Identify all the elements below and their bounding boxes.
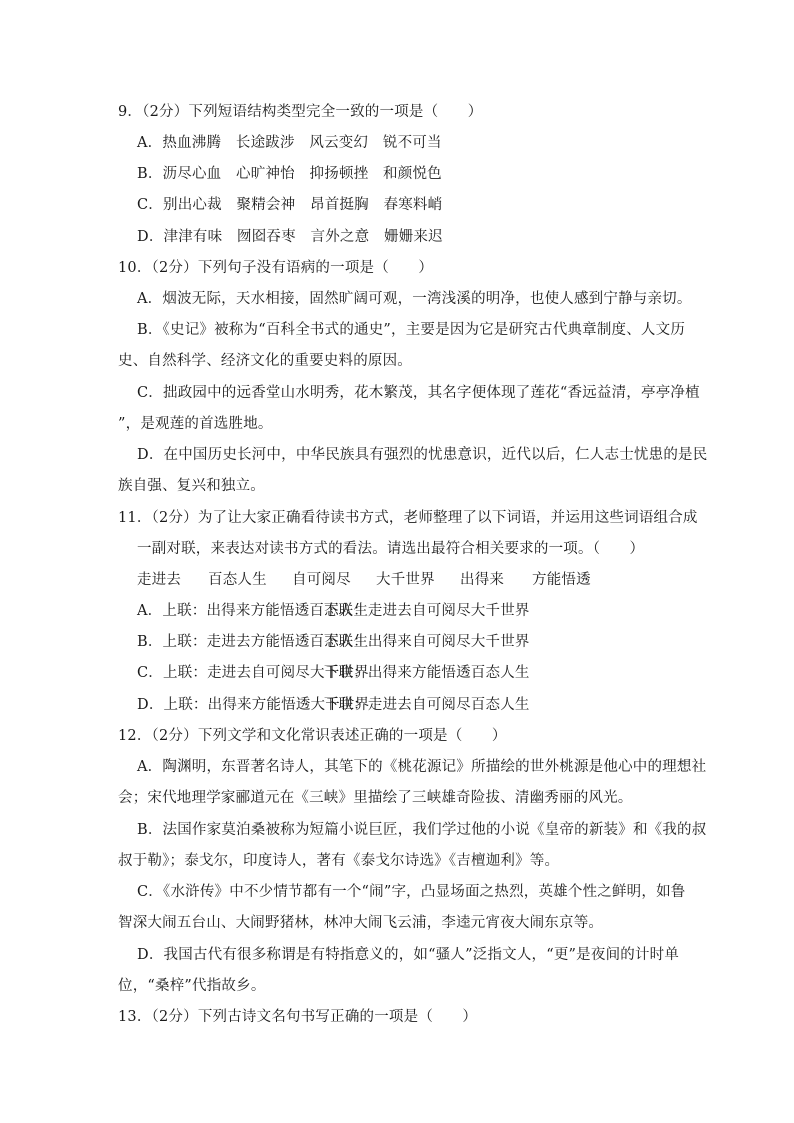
question-9-option-c: C．别出心裁 聚精会神 昂首挺胸 春寒料峭 — [137, 197, 443, 213]
question-10-option-d-line2: 族自强、复兴和独立。 — [118, 478, 265, 494]
question-11-option-d — [137, 695, 530, 715]
question-10-option-c-line1: C．拙政园中的远香堂山水明秀，花木繁茂，其名字便体现了莲花“香远益清，亭亭净植 — [137, 385, 700, 401]
upper-couplet: B．上联：走进去方能悟透百态人生 — [137, 634, 369, 650]
question-10-option-a: A．烟波无际，天水相接，固然旷阔可观，一湾浅溪的明净，也使人感到宁静与亲切。 — [137, 291, 692, 307]
question-12-option-a-line2: 会；宋代地理学家郦道元在《三峡》里描绘了三峡雄奇险拔、清幽秀丽的风光。 — [118, 790, 633, 806]
question-12-option-d-line2: 位，“桑梓”代指故乡。 — [118, 978, 266, 994]
question-11-word-list — [137, 570, 591, 590]
question-13-stem: 13．（2分）下列古诗文名句书写正确的一项是（ ） — [118, 1009, 478, 1025]
word-item: 方能悟透 — [532, 572, 591, 588]
question-11-option-a — [137, 601, 530, 621]
upper-couplet: A．上联：出得来方能悟透百态人生 — [137, 603, 369, 619]
question-12-option-b-line1: B．法国作家莫泊桑被称为短篇小说巨匠，我们学过他的小说《皇帝的新装》和《我的叔 — [137, 822, 707, 838]
question-9-stem: 9．（2分）下列短语结构类型完全一致的一项是（ ） — [118, 104, 483, 120]
question-12-option-c-line1: C．《水浒传》中不少情节都有一个“闹”字，凸显场面之热烈，英雄个性之鲜明，如鲁 — [137, 884, 686, 900]
question-12-option-a-line1: A．陶渊明，东晋著名诗人，其笔下的《桃花源记》所描绘的世外桃源是他心中的理想社 — [137, 759, 707, 775]
lower-couplet: 下联：走进去自可阅尽大千世界 — [323, 603, 530, 619]
question-9-option-a: A．热血沸腾 长途跋涉 风云变幻 锐不可当 — [137, 135, 442, 151]
upper-couplet: D．上联：出得来方能悟透大千世界 — [137, 697, 370, 713]
question-12-option-b-line2: 叔于勒》；泰戈尔，印度诗人，著有《泰戈尔诗选》《吉檀迦利》等。 — [118, 853, 560, 869]
question-10-option-c-line2: ”，是观莲的首选胜地。 — [118, 416, 273, 432]
question-12-option-c-line2: 智深大闹五台山、大闹野猪林，林冲大闹飞云浦，李逵元宵夜大闹东京等。 — [118, 915, 604, 931]
word-item: 百态人生 — [208, 572, 267, 588]
question-11-option-b — [137, 632, 530, 652]
question-9-option-d: D．津津有味 囫囵吞枣 言外之意 姗姗来迟 — [137, 229, 443, 245]
question-9-option-b: B．沥尽心血 心旷神怡 抑扬顿挫 和颜悦色 — [137, 166, 442, 182]
lower-couplet: 下联：出得来自可阅尽大千世界 — [323, 634, 530, 650]
question-10-option-b-line2: 史、自然科学、经济文化的重要史料的原因。 — [118, 353, 412, 369]
lower-couplet: 下联：出得来方能悟透百态人生 — [323, 665, 530, 681]
question-11-stem-line2: 一副对联，来表达对读书方式的看法。请选出最符合相关要求的一项。（ ） — [137, 541, 645, 557]
question-11-option-c — [137, 663, 530, 683]
question-10-option-d-line1: D．在中国历史长河中，中华民族具有强烈的忧患意识，近代以后，仁人志士忧患的是民 — [137, 447, 708, 463]
word-item: 自可阅尽 — [292, 572, 351, 588]
word-item: 走进去 — [137, 572, 182, 588]
question-12-option-d-line1: D．我国古代有很多称谓是有特指意义的，如“骚人”泛指文人，“更”是夜间的计时单 — [137, 947, 680, 963]
question-10-option-b-line1: B．《史记》被称为“百科全书式的通史”，主要是因为它是研究古代典章制度、人文历 — [137, 322, 686, 338]
lower-couplet: 下联：走进去自可阅尽百态人生 — [323, 697, 530, 713]
question-10-stem: 10．（2分）下列句子没有语病的一项是（ ） — [118, 260, 434, 276]
question-11-stem-line1: 11．（2分）为了让大家正确看待读书方式，老师整理了以下词语，并运用这些词语组合成 — [118, 510, 698, 526]
question-12-stem: 12．（2分）下列文学和文化常识表述正确的一项是（ ） — [118, 728, 507, 744]
word-item: 大千世界 — [376, 572, 435, 588]
word-item: 出得来 — [460, 572, 505, 588]
upper-couplet: C．上联：走进去自可阅尽大千世界 — [137, 665, 369, 681]
